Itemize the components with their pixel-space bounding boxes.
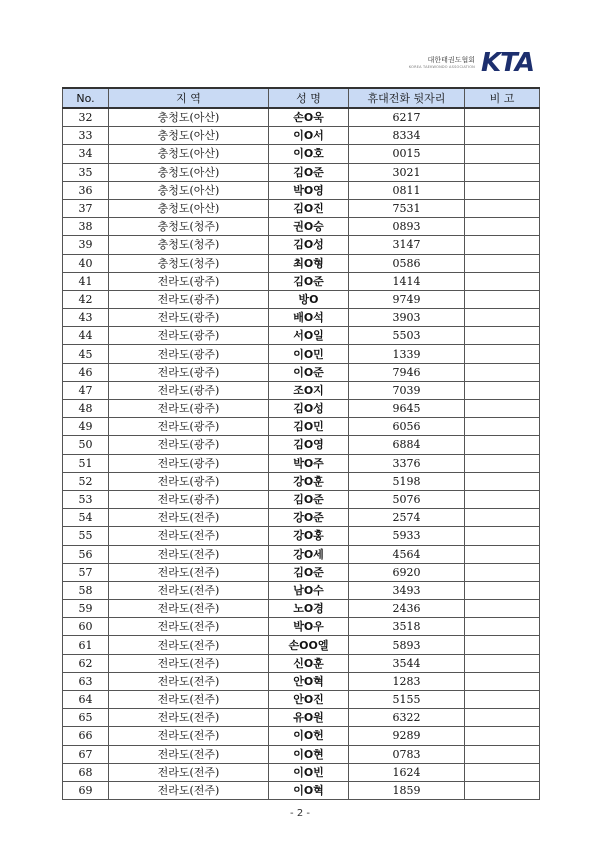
table-row bbox=[63, 236, 540, 254]
row-remarks bbox=[465, 163, 540, 181]
row-number: 38 bbox=[63, 218, 109, 236]
row-phone: 0893 bbox=[349, 218, 465, 236]
row-number: 49 bbox=[63, 418, 109, 436]
row-phone: 7039 bbox=[349, 381, 465, 399]
row-region: 전라도(전주) bbox=[109, 672, 269, 690]
row-number: 52 bbox=[63, 472, 109, 490]
row-number: 47 bbox=[63, 381, 109, 399]
row-name: 이O혁 bbox=[269, 781, 349, 799]
table-row bbox=[63, 290, 540, 308]
row-phone: 3518 bbox=[349, 618, 465, 636]
row-number: 39 bbox=[63, 236, 109, 254]
row-number: 32 bbox=[63, 108, 109, 127]
header-phone: 휴대전화 뒷자리 bbox=[349, 88, 465, 108]
table-row bbox=[63, 436, 540, 454]
row-phone: 9645 bbox=[349, 400, 465, 418]
header-remarks: 비 고 bbox=[465, 88, 540, 108]
table-row bbox=[63, 691, 540, 709]
row-name: 이O서 bbox=[269, 127, 349, 145]
row-number: 56 bbox=[63, 545, 109, 563]
row-number: 41 bbox=[63, 272, 109, 290]
row-phone: 0783 bbox=[349, 745, 465, 763]
row-remarks bbox=[465, 309, 540, 327]
row-name: 김O진 bbox=[269, 199, 349, 217]
table-row bbox=[63, 127, 540, 145]
table-row bbox=[63, 145, 540, 163]
row-number: 57 bbox=[63, 563, 109, 581]
row-number: 53 bbox=[63, 490, 109, 508]
row-remarks bbox=[465, 108, 540, 127]
row-remarks bbox=[465, 545, 540, 563]
row-phone: 5076 bbox=[349, 490, 465, 508]
row-phone: 5503 bbox=[349, 327, 465, 345]
row-remarks bbox=[465, 199, 540, 217]
row-name: 이O준 bbox=[269, 363, 349, 381]
row-phone: 7531 bbox=[349, 199, 465, 217]
row-name: 김O준 bbox=[269, 490, 349, 508]
table-row bbox=[63, 618, 540, 636]
row-remarks bbox=[465, 345, 540, 363]
table-row bbox=[63, 418, 540, 436]
row-phone: 1624 bbox=[349, 763, 465, 781]
table-row bbox=[63, 672, 540, 690]
row-remarks bbox=[465, 363, 540, 381]
row-name: 손OO엘 bbox=[269, 636, 349, 654]
table-row bbox=[63, 581, 540, 599]
table-header-row bbox=[63, 88, 540, 108]
row-name: 강O준 bbox=[269, 509, 349, 527]
row-phone: 5155 bbox=[349, 691, 465, 709]
row-number: 43 bbox=[63, 309, 109, 327]
row-region: 전라도(전주) bbox=[109, 527, 269, 545]
row-remarks bbox=[465, 127, 540, 145]
row-phone: 5198 bbox=[349, 472, 465, 490]
row-number: 33 bbox=[63, 127, 109, 145]
row-remarks bbox=[465, 490, 540, 508]
row-number: 42 bbox=[63, 290, 109, 308]
row-region: 전라도(전주) bbox=[109, 709, 269, 727]
table-row bbox=[63, 763, 540, 781]
row-region: 전라도(광주) bbox=[109, 436, 269, 454]
header-no: No. bbox=[63, 88, 109, 108]
table-row bbox=[63, 272, 540, 290]
row-number: 40 bbox=[63, 254, 109, 272]
row-region: 전라도(광주) bbox=[109, 327, 269, 345]
row-remarks bbox=[465, 454, 540, 472]
logo-text-block bbox=[409, 57, 475, 70]
table-row bbox=[63, 509, 540, 527]
row-number: 65 bbox=[63, 709, 109, 727]
row-region: 충청도(청주) bbox=[109, 254, 269, 272]
row-phone: 3376 bbox=[349, 454, 465, 472]
row-name: 최O형 bbox=[269, 254, 349, 272]
row-number: 55 bbox=[63, 527, 109, 545]
row-region: 전라도(광주) bbox=[109, 272, 269, 290]
row-region: 전라도(광주) bbox=[109, 490, 269, 508]
row-region: 전라도(전주) bbox=[109, 545, 269, 563]
table-row bbox=[63, 400, 540, 418]
row-remarks bbox=[465, 654, 540, 672]
row-phone: 6217 bbox=[349, 108, 465, 127]
row-name: 박O주 bbox=[269, 454, 349, 472]
row-name: 강O세 bbox=[269, 545, 349, 563]
row-number: 60 bbox=[63, 618, 109, 636]
row-region: 전라도(광주) bbox=[109, 345, 269, 363]
row-region: 전라도(광주) bbox=[109, 309, 269, 327]
row-remarks bbox=[465, 781, 540, 799]
row-number: 45 bbox=[63, 345, 109, 363]
table-body bbox=[63, 108, 540, 800]
row-region: 충청도(아산) bbox=[109, 199, 269, 217]
table-row bbox=[63, 163, 540, 181]
table-row bbox=[63, 545, 540, 563]
row-region: 전라도(광주) bbox=[109, 418, 269, 436]
row-number: 63 bbox=[63, 672, 109, 690]
row-name: 이O빈 bbox=[269, 763, 349, 781]
row-region: 전라도(전주) bbox=[109, 727, 269, 745]
row-name: 이O민 bbox=[269, 345, 349, 363]
row-name: 서O일 bbox=[269, 327, 349, 345]
row-phone: 6322 bbox=[349, 709, 465, 727]
row-phone: 2436 bbox=[349, 600, 465, 618]
table-row bbox=[63, 381, 540, 399]
row-phone: 0015 bbox=[349, 145, 465, 163]
row-name: 안O진 bbox=[269, 691, 349, 709]
row-name: 박O우 bbox=[269, 618, 349, 636]
row-number: 50 bbox=[63, 436, 109, 454]
row-number: 54 bbox=[63, 509, 109, 527]
row-remarks bbox=[465, 472, 540, 490]
table-row bbox=[63, 327, 540, 345]
row-region: 충청도(청주) bbox=[109, 236, 269, 254]
row-number: 48 bbox=[63, 400, 109, 418]
row-region: 충청도(아산) bbox=[109, 181, 269, 199]
row-number: 62 bbox=[63, 654, 109, 672]
row-region: 전라도(광주) bbox=[109, 290, 269, 308]
table-row bbox=[63, 527, 540, 545]
row-name: 남O수 bbox=[269, 581, 349, 599]
row-remarks bbox=[465, 581, 540, 599]
row-number: 58 bbox=[63, 581, 109, 599]
table-row bbox=[63, 309, 540, 327]
row-phone: 4564 bbox=[349, 545, 465, 563]
table-row bbox=[63, 218, 540, 236]
row-remarks bbox=[465, 727, 540, 745]
row-remarks bbox=[465, 436, 540, 454]
row-phone: 9749 bbox=[349, 290, 465, 308]
table-row bbox=[63, 181, 540, 199]
row-remarks bbox=[465, 763, 540, 781]
row-remarks bbox=[465, 327, 540, 345]
row-phone: 1859 bbox=[349, 781, 465, 799]
row-phone: 6056 bbox=[349, 418, 465, 436]
row-region: 충청도(아산) bbox=[109, 163, 269, 181]
row-phone: 3544 bbox=[349, 654, 465, 672]
row-name: 조O지 bbox=[269, 381, 349, 399]
row-remarks bbox=[465, 254, 540, 272]
row-phone: 8334 bbox=[349, 127, 465, 145]
row-name: 이O현 bbox=[269, 745, 349, 763]
row-remarks bbox=[465, 181, 540, 199]
row-region: 전라도(광주) bbox=[109, 381, 269, 399]
page-number: - 2 - bbox=[290, 808, 310, 819]
row-number: 44 bbox=[63, 327, 109, 345]
row-number: 67 bbox=[63, 745, 109, 763]
row-region: 충청도(아산) bbox=[109, 145, 269, 163]
table-row bbox=[63, 345, 540, 363]
table-row bbox=[63, 600, 540, 618]
table-row bbox=[63, 781, 540, 799]
logo-english-text: KOREA TAEKWONDO ASSOCIATION bbox=[408, 64, 475, 69]
row-number: 69 bbox=[63, 781, 109, 799]
row-remarks bbox=[465, 691, 540, 709]
row-region: 충청도(아산) bbox=[109, 108, 269, 127]
row-remarks bbox=[465, 145, 540, 163]
row-remarks bbox=[465, 400, 540, 418]
row-name: 안O혁 bbox=[269, 672, 349, 690]
row-region: 전라도(광주) bbox=[109, 454, 269, 472]
row-name: 신O훈 bbox=[269, 654, 349, 672]
row-remarks bbox=[465, 600, 540, 618]
table-row bbox=[63, 472, 540, 490]
table-row bbox=[63, 254, 540, 272]
row-name: 배O석 bbox=[269, 309, 349, 327]
row-name: 김O준 bbox=[269, 272, 349, 290]
roster-table bbox=[62, 87, 540, 800]
row-region: 전라도(전주) bbox=[109, 509, 269, 527]
table-row bbox=[63, 654, 540, 672]
row-phone: 3903 bbox=[349, 309, 465, 327]
row-phone: 5933 bbox=[349, 527, 465, 545]
row-remarks bbox=[465, 636, 540, 654]
row-name: 이O헌 bbox=[269, 727, 349, 745]
row-number: 37 bbox=[63, 199, 109, 217]
row-region: 전라도(전주) bbox=[109, 691, 269, 709]
row-phone: 3493 bbox=[349, 581, 465, 599]
row-region: 전라도(전주) bbox=[109, 763, 269, 781]
row-region: 전라도(전주) bbox=[109, 636, 269, 654]
row-phone: 5893 bbox=[349, 636, 465, 654]
row-number: 64 bbox=[63, 691, 109, 709]
row-remarks bbox=[465, 418, 540, 436]
row-phone: 1339 bbox=[349, 345, 465, 363]
row-name: 유O원 bbox=[269, 709, 349, 727]
row-number: 51 bbox=[63, 454, 109, 472]
row-phone: 0586 bbox=[349, 254, 465, 272]
row-name: 김O성 bbox=[269, 400, 349, 418]
row-name: 김O성 bbox=[269, 236, 349, 254]
table-row bbox=[63, 709, 540, 727]
row-remarks bbox=[465, 563, 540, 581]
row-phone: 6920 bbox=[349, 563, 465, 581]
kta-logo bbox=[409, 48, 534, 78]
row-number: 68 bbox=[63, 763, 109, 781]
row-phone: 0811 bbox=[349, 181, 465, 199]
header-name: 성 명 bbox=[269, 88, 349, 108]
table-row bbox=[63, 454, 540, 472]
row-number: 36 bbox=[63, 181, 109, 199]
header-region: 지 역 bbox=[109, 88, 269, 108]
row-name: 박O영 bbox=[269, 181, 349, 199]
row-name: 김O준 bbox=[269, 563, 349, 581]
row-phone: 1283 bbox=[349, 672, 465, 690]
row-phone: 3021 bbox=[349, 163, 465, 181]
row-remarks bbox=[465, 272, 540, 290]
row-region: 전라도(전주) bbox=[109, 781, 269, 799]
row-remarks bbox=[465, 236, 540, 254]
row-region: 충청도(아산) bbox=[109, 127, 269, 145]
row-remarks bbox=[465, 381, 540, 399]
row-name: 손O욱 bbox=[269, 108, 349, 127]
table-row bbox=[63, 108, 540, 127]
table-row bbox=[63, 563, 540, 581]
row-remarks bbox=[465, 745, 540, 763]
row-name: 이O호 bbox=[269, 145, 349, 163]
row-region: 전라도(광주) bbox=[109, 472, 269, 490]
row-name: 권O승 bbox=[269, 218, 349, 236]
row-name: 김O영 bbox=[269, 436, 349, 454]
row-remarks bbox=[465, 672, 540, 690]
row-number: 34 bbox=[63, 145, 109, 163]
logo-korean-text: 대한태권도협회 bbox=[427, 55, 475, 64]
table-row bbox=[63, 745, 540, 763]
row-remarks bbox=[465, 290, 540, 308]
row-name: 노O경 bbox=[269, 600, 349, 618]
row-name: 강O홍 bbox=[269, 527, 349, 545]
row-name: 강O훈 bbox=[269, 472, 349, 490]
row-phone: 2574 bbox=[349, 509, 465, 527]
row-region: 전라도(광주) bbox=[109, 363, 269, 381]
row-number: 35 bbox=[63, 163, 109, 181]
row-region: 전라도(전주) bbox=[109, 581, 269, 599]
row-region: 충청도(청주) bbox=[109, 218, 269, 236]
logo-mark: KTA bbox=[481, 48, 534, 78]
row-name: 방O bbox=[269, 290, 349, 308]
row-phone: 3147 bbox=[349, 236, 465, 254]
row-phone: 1414 bbox=[349, 272, 465, 290]
row-region: 전라도(전주) bbox=[109, 745, 269, 763]
row-number: 59 bbox=[63, 600, 109, 618]
row-region: 전라도(전주) bbox=[109, 563, 269, 581]
row-name: 김O준 bbox=[269, 163, 349, 181]
row-number: 66 bbox=[63, 727, 109, 745]
row-remarks bbox=[465, 709, 540, 727]
row-phone: 9289 bbox=[349, 727, 465, 745]
row-region: 전라도(전주) bbox=[109, 654, 269, 672]
row-region: 전라도(전주) bbox=[109, 600, 269, 618]
row-remarks bbox=[465, 218, 540, 236]
row-name: 김O민 bbox=[269, 418, 349, 436]
table-row bbox=[63, 199, 540, 217]
table-row bbox=[63, 727, 540, 745]
row-region: 전라도(광주) bbox=[109, 400, 269, 418]
row-number: 46 bbox=[63, 363, 109, 381]
row-number: 61 bbox=[63, 636, 109, 654]
row-phone: 6884 bbox=[349, 436, 465, 454]
row-phone: 7946 bbox=[349, 363, 465, 381]
row-region: 전라도(전주) bbox=[109, 618, 269, 636]
table-row bbox=[63, 490, 540, 508]
row-remarks bbox=[465, 618, 540, 636]
row-remarks bbox=[465, 527, 540, 545]
table-row bbox=[63, 363, 540, 381]
row-remarks bbox=[465, 509, 540, 527]
table-row bbox=[63, 636, 540, 654]
